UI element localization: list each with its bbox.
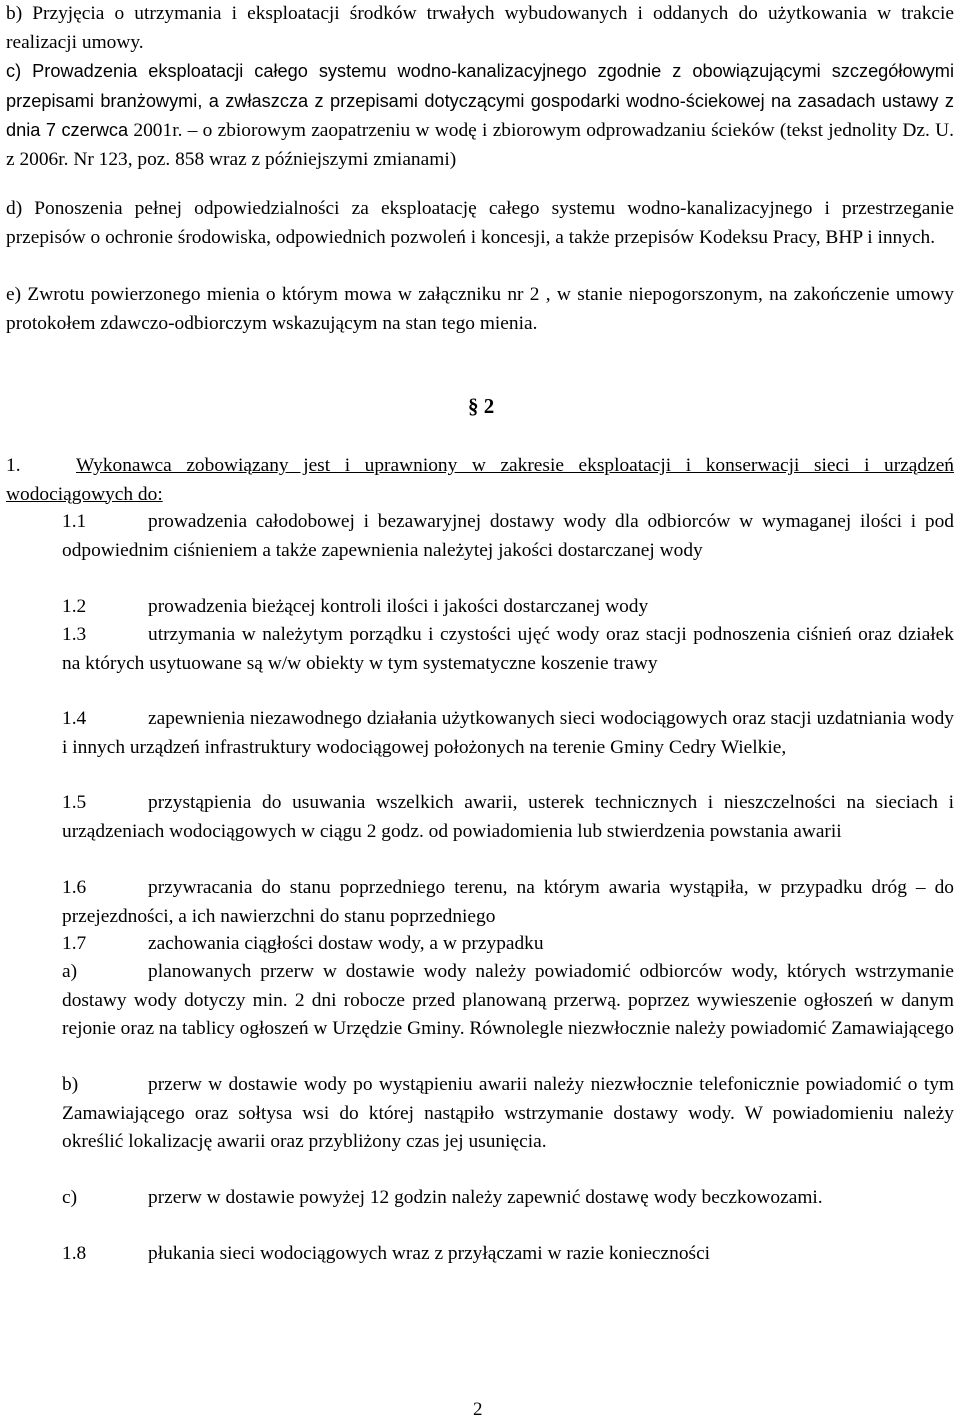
sub-item-text: przerw w dostawie powyżej 12 godzin należy zapewnić dostawę wody beczkowozami. [148,1187,823,1208]
item-1-number: 1. [6,455,21,476]
sub-item [62,1240,954,1269]
paragraph-c [6,57,954,174]
sub-item [62,789,954,846]
sub-item [62,1184,954,1213]
sub-item-text: przystąpienia do usuwania wszelkich awarii, usterek technicznych i nieszczelności na sieciach i urządzeniach wodociągowych w ciągu 2 godz. od powiadomienia lub stwierdzenia powstania awarii [62,792,954,842]
sub-item-number: c) [62,1187,78,1208]
sub-item [62,1071,954,1157]
sub-item [62,593,954,622]
sub-item-text: planowanych przerw w dostawie wody należy powiadomić odbiorców wody, których wstrzymanie dostawy wody dotyczy min. 2 dni robocze przed planowaną przerwą. poprzez wywieszenie ogłoszeń w danym rejonie oraz na tablicy ogłoszeń w Urzędzie Gminy. Równolegle niezwłocznie należy powiadomić Zamawiającego [62,961,954,1040]
sub-item [62,621,954,678]
paragraph-e: e) Zwrotu powierzonego mienia o którym mowa w załączniku nr 2 , w stanie niepogorszonym, na zakończenie umowy protokołem zdawczo-odbiorczym wskazującym na stan tego mienia. [6,284,954,334]
item-1 [6,452,954,509]
sub-item [62,508,954,565]
page-number: 2 [473,1399,483,1420]
sub-item-text: prowadzenia bieżącej kontroli ilości i jakości dostarczanej wody [148,596,649,617]
sub-item-number: 1.3 [62,624,87,645]
sub-item-text: utrzymania w należytym porządku i czystości ujęć wody oraz stacji podnoszenia ciśnień oraz działek na których usytuowane są w/w obiekty w tym systematyczne koszenie trawy [62,624,954,674]
paragraph-d: d) Ponoszenia pełnej odpowiedzialności za eksploatację całego systemu wodno-kanalizacyjnego i przestrzeganie przepisów o ochronie środowiska, odpowiednich pozwoleń i koncesji, a także przepisów Kodeksu Pracy, BHP i innych. [6,198,954,248]
sub-item-text: prowadzenia całodobowej i bezawaryjnej dostawy wody dla odbiorców w wymaganej ilości i pod odpowiednim ciśnieniem a także zapewnienia należytej jakości dostarczanej wody [62,511,954,561]
item-1-text: Wykonawca zobowiązany jest i uprawniony w zakresie eksploatacji i konserwacji sieci i urządzeń wodociągowych do: [6,455,954,505]
paragraph-c-sans-part: c) Prowadzenia eksploatacji całego systemu wodno-kanalizacyjnego zgodnie z obowiązującymi szczegółowymi przepisami branżowymi, a zwłaszcza z przepisami dotyczącymi gospodarki wodno-ściekowej na zasadach ustawy z dnia 7 czerwca [6,61,954,141]
sub-item [62,930,954,959]
sub-item [62,705,954,762]
sub-item-text: przywracania do stanu poprzedniego terenu, na którym awaria wystąpiła, w przypadku dróg – do przejezdności, a ich nawierzchni do stanu poprzedniego [62,877,954,927]
sub-item [62,958,954,1044]
sub-item-number: 1.4 [62,708,87,729]
sub-item-number: 1.5 [62,792,87,813]
sub-item-number: 1.2 [62,596,87,617]
sub-item-text: płukania sieci wodociągowych wraz z przyłączami w razie konieczności [148,1243,711,1264]
sub-item-number: 1.1 [62,511,87,532]
sub-item [62,874,954,931]
sub-item-number: a) [62,961,78,982]
section-heading: § 2 [468,394,495,418]
sub-item-number: 1.6 [62,877,87,898]
sub-item-number: b) [62,1074,79,1095]
sub-item-number: 1.7 [62,933,87,954]
sub-item-text: przerw w dostawie wody po wystąpieniu awarii należy niezwłocznie telefonicznie powiadomić o tym Zamawiającego oraz sołtysa wsi do której nastąpiło wstrzymanie dostawy wody. W powiadomieniu należy określić lokalizację awarii oraz przybliżony czas jej usunięcia. [62,1074,954,1153]
paragraph-b: b) Przyjęcia o utrzymania i eksploatacji środków trwałych wybudowanych i oddanych do użytkowania w trakcie realizacji umowy. [6,3,954,53]
sub-item-text: zachowania ciągłości dostaw wody, a w przypadku [148,933,544,954]
sub-item-text: zapewnienia niezawodnego działania użytkowanych sieci wodociągowych oraz stacji uzdatniania wody i innych urządzeń infrastruktury wodociągowej położonych na terenie Gminy Cedry Wielkie, [62,708,954,758]
sub-item-number: 1.8 [62,1243,87,1264]
paragraph-c-serif-part: 2001r. – o zbiorowym zaopatrzeniu w wodę i zbiorowym odprowadzaniu ścieków (tekst jednolity Dz. U. z 2006r. Nr 123, poz. 858 wraz z późniejszymi zmianami) [6,120,954,170]
